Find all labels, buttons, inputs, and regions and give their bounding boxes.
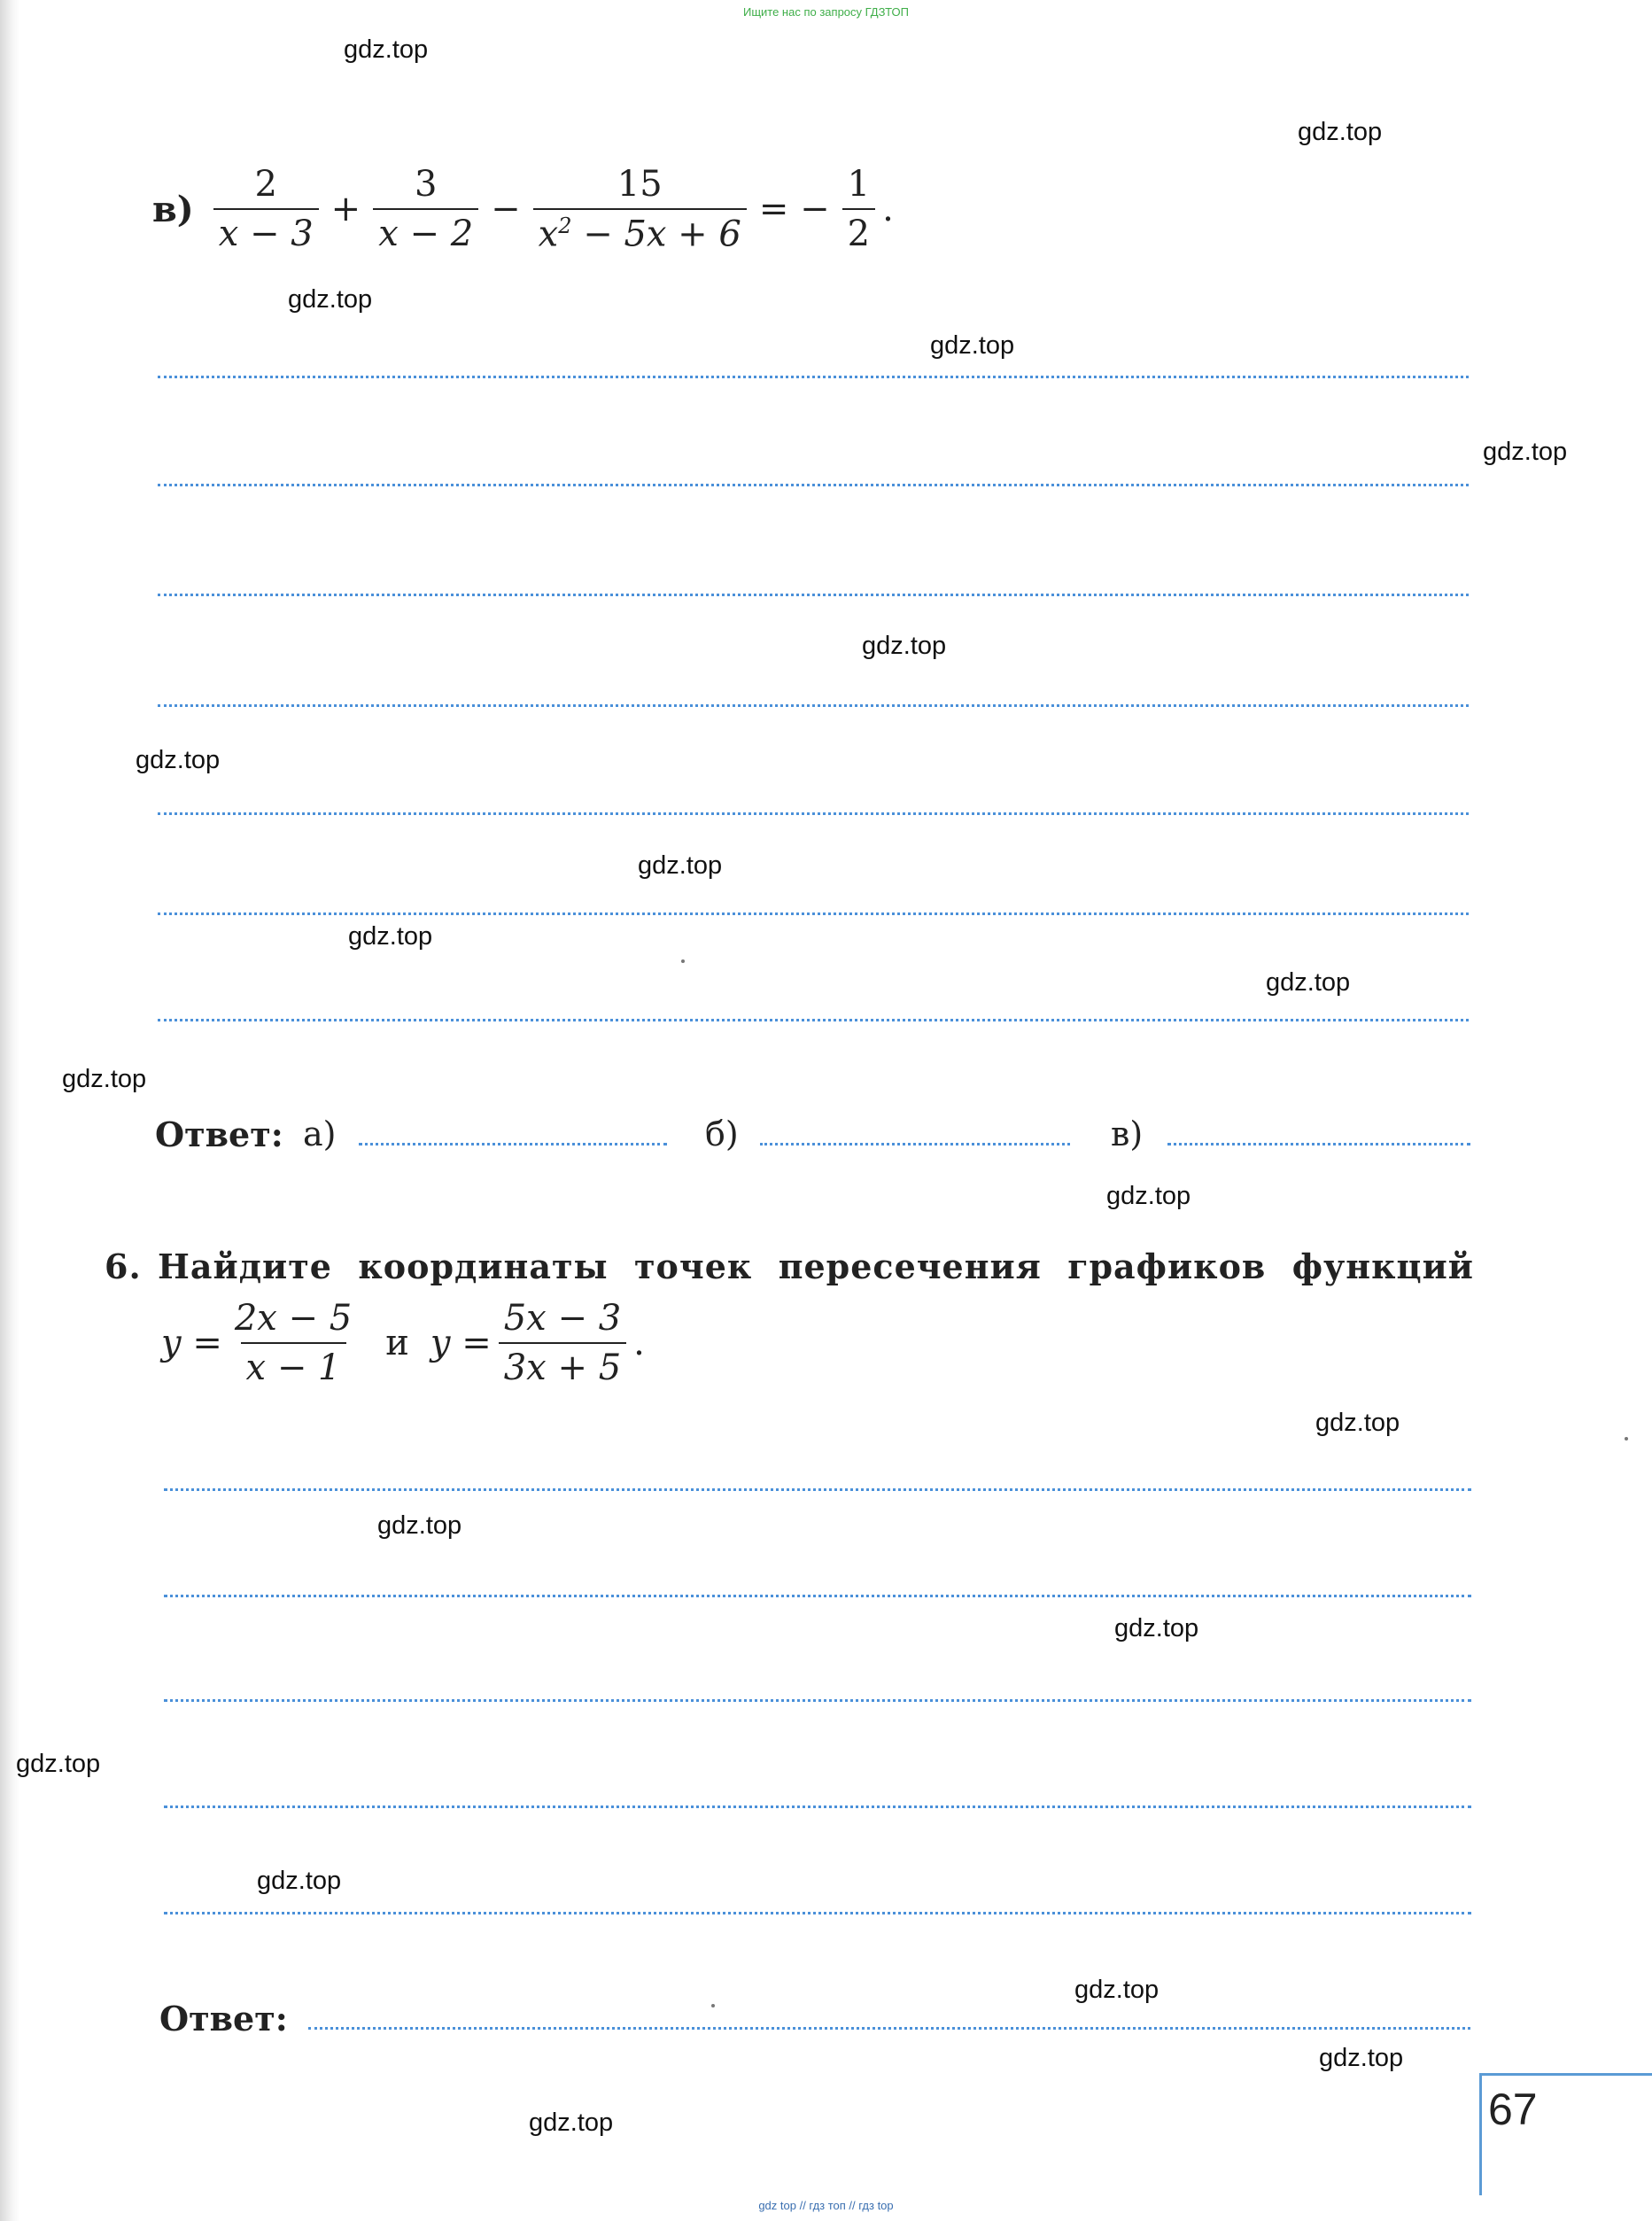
answer-v-field[interactable] xyxy=(1167,1143,1470,1145)
watermark: gdz.top xyxy=(1319,2044,1404,2072)
answer-line[interactable] xyxy=(164,1912,1471,1914)
answer-a-field[interactable] xyxy=(359,1143,667,1145)
watermark: gdz.top xyxy=(1266,968,1351,997)
top-site-note: Ищите нас по запросу ГДЗТОП xyxy=(742,5,909,19)
part-v-label: в) xyxy=(152,188,194,230)
watermark: gdz.top xyxy=(638,851,723,880)
watermark: gdz.top xyxy=(930,331,1015,360)
watermark: gdz.top xyxy=(62,1065,147,1093)
answer-6-label: Ответ: xyxy=(159,1999,288,2039)
fraction-3: $\frac{15}{x^2 - 5x + 6}$ xyxy=(533,164,747,254)
watermark: gdz.top xyxy=(344,35,429,64)
answer-line[interactable] xyxy=(164,1699,1471,1702)
watermark: gdz.top xyxy=(16,1750,101,1778)
function-1-fraction: $\frac{2x - 5}{x - 1}$ xyxy=(234,1298,353,1388)
bottom-site-note: gdz top // гдз топ // гдз top xyxy=(758,2199,894,2212)
answer-line[interactable] xyxy=(164,1806,1471,1808)
scan-speck xyxy=(1625,1437,1628,1441)
answer-line[interactable] xyxy=(158,484,1469,486)
task-6-text: Найдите координаты точек пересечения графиков функций xyxy=(158,1246,1474,1286)
watermark: gdz.top xyxy=(862,632,947,660)
answer-line[interactable] xyxy=(158,1019,1469,1021)
watermark: gdz.top xyxy=(348,922,433,951)
watermark: gdz.top xyxy=(377,1511,462,1540)
task-6-number: 6. xyxy=(105,1246,142,1286)
watermark: gdz.top xyxy=(529,2108,614,2137)
watermark: gdz.top xyxy=(288,285,373,314)
watermark: gdz.top xyxy=(1483,438,1568,466)
answer-b-field[interactable] xyxy=(760,1143,1070,1145)
fraction-1: $\frac{2}{x - 3}$ xyxy=(213,164,319,254)
fraction-2: $\frac{3}{x - 2}$ xyxy=(373,164,478,254)
answer-6-field[interactable] xyxy=(308,2027,1470,2030)
fraction-rhs: $\frac{1}{2}$ xyxy=(842,164,875,254)
page-edge-shadow xyxy=(0,0,19,2221)
answer-line[interactable] xyxy=(158,812,1469,815)
watermark: gdz.top xyxy=(136,746,221,774)
answer-line[interactable] xyxy=(158,912,1469,915)
watermark: gdz.top xyxy=(1114,1614,1199,1642)
page-number: 67 xyxy=(1488,2085,1538,2134)
answer-v-label: в) xyxy=(1111,1114,1144,1153)
watermark: gdz.top xyxy=(257,1867,342,1895)
watermark: gdz.top xyxy=(1074,1976,1160,2004)
function-2-fraction: $\frac{5x - 3}{3x + 5}$ xyxy=(499,1298,626,1388)
scan-speck xyxy=(711,2004,715,2007)
answer-line[interactable] xyxy=(164,1488,1471,1491)
watermark: gdz.top xyxy=(1315,1409,1400,1437)
equation-part-v: в) $\frac{2}{x - 3}$ + $\frac{3}{x - 2}$ − $\frac{15}{x^2 - 5x + 6}$ = − $\frac{1}{2}$ . xyxy=(152,164,894,255)
scan-speck xyxy=(681,959,685,963)
answer-line[interactable] xyxy=(164,1595,1471,1597)
watermark: gdz.top xyxy=(1106,1182,1191,1210)
answer-a-label: а) xyxy=(303,1114,337,1153)
answer-line[interactable] xyxy=(158,376,1469,378)
answer-line[interactable] xyxy=(158,704,1469,707)
answer-label: Ответ: xyxy=(155,1114,283,1154)
answer-b-label: б) xyxy=(705,1114,739,1153)
watermark: gdz.top xyxy=(1298,118,1383,146)
answer-line[interactable] xyxy=(158,594,1469,596)
task-6-functions: y = $\frac{2x - 5}{x - 1}$ и y = $\frac{5x - 3}{3x + 5}$ . xyxy=(161,1298,645,1388)
